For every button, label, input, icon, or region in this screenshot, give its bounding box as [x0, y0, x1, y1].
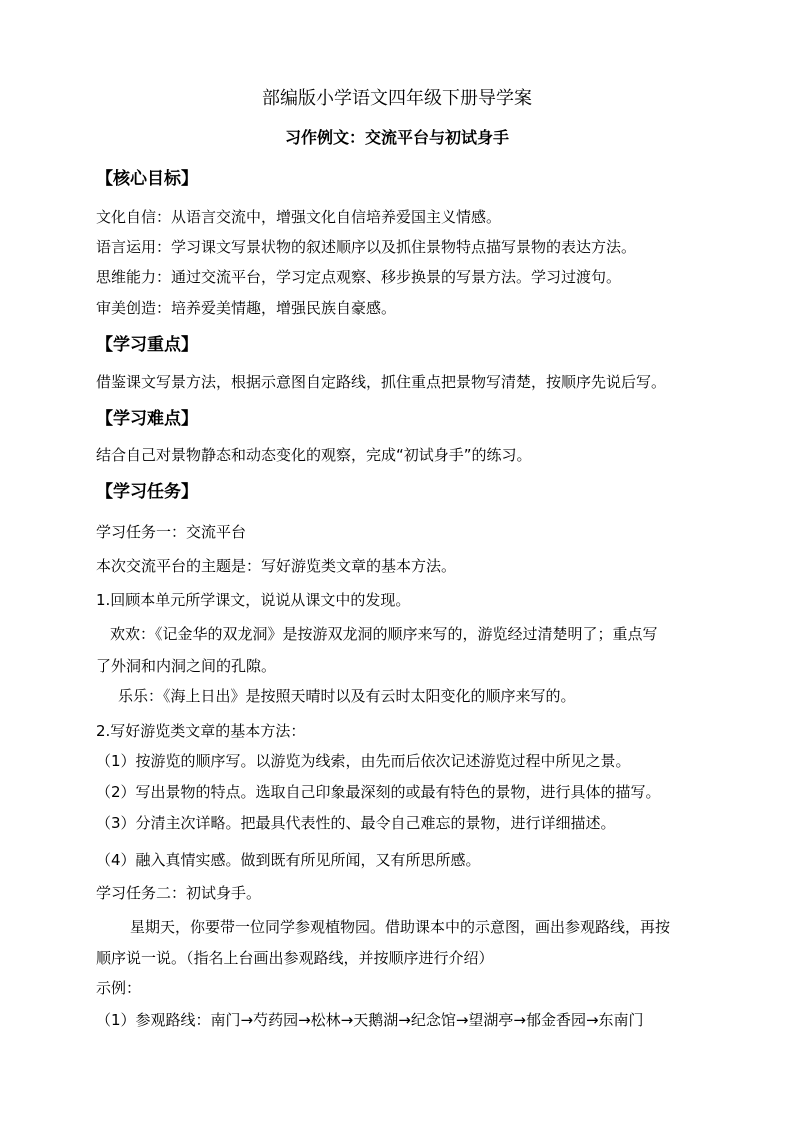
key-points-text: 借鉴课文写景方法，根据示意图自定路线，抓住重点把景物写清楚，按顺序先说后写。 [96, 373, 667, 391]
method-item: （1）按游览的顺序写。以游览为线索，由先而后依次记述游览过程中所见之景。 [96, 752, 631, 770]
document-title: 部编版小学语文四年级下册导学案 [262, 88, 532, 109]
goal-item: 审美创造：培养爱美情趣，增强民族自豪感。 [96, 299, 397, 317]
method-item: （2）写出景物的特点。选取自己印象最深刻的或最有特色的景物，进行具体的描写。 [96, 783, 661, 801]
key-points-heading: 【学习重点】 [96, 335, 198, 355]
task2-text-line2: 顺序说一说。（指名上台画出参观路线，并按顺序进行介绍） [96, 949, 494, 967]
tasks-heading: 【学习任务】 [96, 482, 198, 502]
example-label: 示例： [96, 979, 142, 997]
goal-item: 语言运用：学习课文写景状物的叙述顺序以及抓住景物特点描写景物的表达方法。 [96, 238, 637, 256]
goals-heading: 【核心目标】 [96, 169, 198, 189]
huanhuan-comment-line1: 欢欢：《记金华的双龙洞》是按游双龙洞的顺序来写的，游览经过清楚明了；重点写 [110, 625, 658, 643]
route-text: （1）参观路线：南门→芍药园→松林→天鹅湖→纪念馆→望湖亭→郁金香园→东南门 [96, 1011, 644, 1029]
question-1: 1.回顾本单元所学课文，说说从课文中的发现。 [96, 591, 411, 609]
document-subtitle: 习作例文：交流平台与初试身手 [284, 128, 509, 147]
goal-item: 文化自信：从语言交流中，增强文化自信培养爱国主义情感。 [96, 208, 502, 226]
question-2: 2.写好游览类文章的基本方法： [96, 722, 306, 740]
difficulties-heading: 【学习难点】 [96, 409, 198, 429]
task2-text-line1: 星期天，你要带一位同学参观植物园。借助课本中的示意图，画出参观路线，再按 [130, 918, 671, 936]
huanhuan-comment-line2: 了外洞和内洞之间的孔隙。 [96, 657, 277, 675]
method-item: （3）分清主次详略。把最具代表性的、最令自己难忘的景物，进行详细描述。 [96, 814, 616, 832]
goal-item: 思维能力：通过交流平台，学习定点观察、移步换景的写景方法。学习过渡句。 [96, 268, 622, 286]
method-item: （4）融入真情实感。做到既有所见所闻，又有所思所感。 [96, 851, 481, 869]
task1-title: 学习任务一：交流平台 [96, 523, 247, 541]
task2-title: 学习任务二：初试身手。 [96, 884, 262, 902]
task1-theme: 本次交流平台的主题是：写好游览类文章的基本方法。 [96, 557, 457, 575]
lele-comment: 乐乐：《海上日出》是按照天晴时以及有云时太阳变化的顺序来写的。 [118, 687, 576, 705]
difficulties-text: 结合自己对景物静态和动态变化的观察，完成“初试身手”的练习。 [96, 446, 532, 464]
